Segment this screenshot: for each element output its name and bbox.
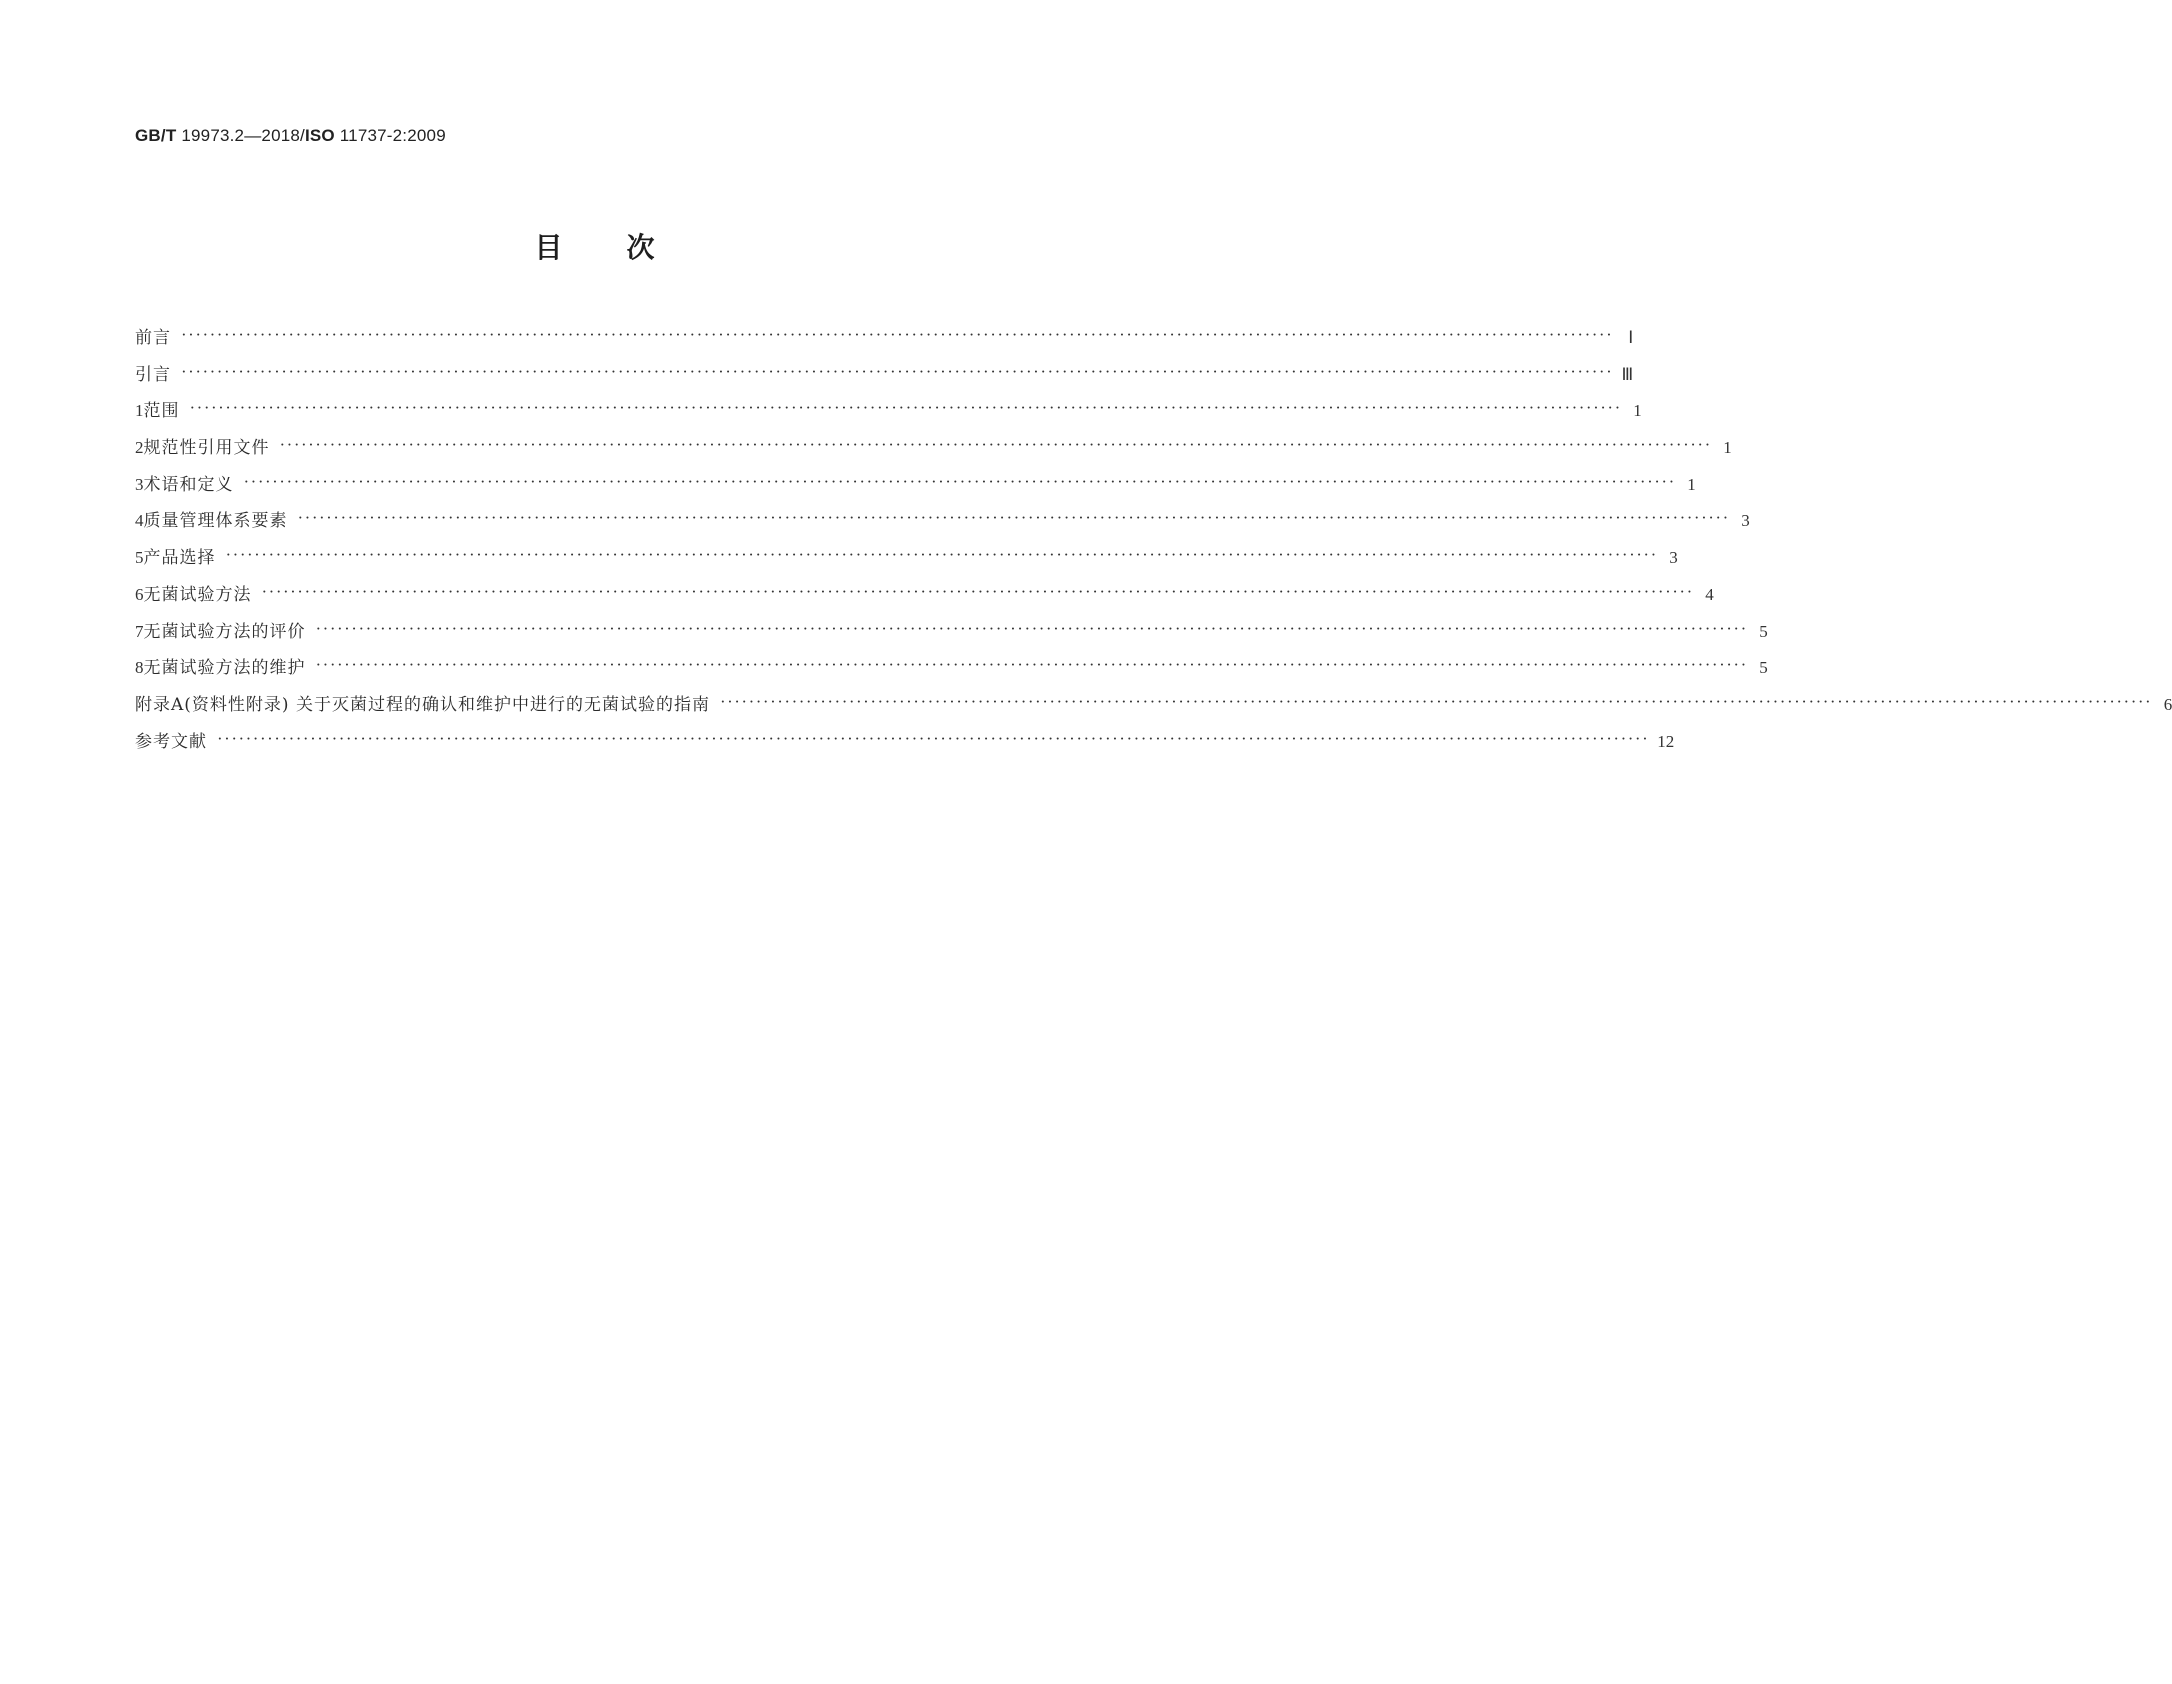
toc-entry-product-selection[interactable] <box>135 543 1678 580</box>
toc-entry-label: 前言 <box>135 328 171 348</box>
toc-entry-page: 4 <box>1705 584 1714 604</box>
toc-entry-qms[interactable] <box>135 506 1750 543</box>
toc-entry-scope[interactable] <box>135 396 1642 433</box>
toc-entry-label: 参考文献 <box>135 731 207 752</box>
toc-entry-number: 3 <box>135 474 144 494</box>
toc-entry-page: 3 <box>1669 548 1678 568</box>
toc-leader-dots: ········································································································································································································ <box>279 435 1712 455</box>
toc-entry-label: 质量管理体系要素 <box>143 511 288 532</box>
toc-entry-number: 5 <box>135 548 144 568</box>
toc-leader-dots: ········································································································································································································ <box>217 728 1650 748</box>
toc-entry-number: 4 <box>135 511 144 531</box>
toc-entry-method-evaluation[interactable] <box>135 617 1768 654</box>
toc-entry-number: 7 <box>135 621 144 641</box>
toc-entry-label: 范围 <box>143 401 180 422</box>
title-char-1: 目 <box>534 231 565 264</box>
toc-entry-number: 6 <box>135 584 144 604</box>
toc-entry-label: 附录A(资料性附录) 关于灭菌过程的确认和维护中进行的无菌试验的指南 <box>135 694 710 715</box>
toc-entry-number: 1 <box>135 401 144 421</box>
toc-entry-page: 6 <box>2163 694 2172 714</box>
toc-entry-page: 5 <box>1759 658 1768 678</box>
toc-leader-dots: ········································································································································································································ <box>719 691 2153 711</box>
toc-leader-dots: ········································································································································································································ <box>243 471 1676 491</box>
page-title <box>0 226 1191 266</box>
toc-entry-page: 1 <box>1723 438 1732 458</box>
toc-entry-label: 无菌试验方法的维护 <box>143 658 306 679</box>
toc-entry-page: 1 <box>1633 401 1642 421</box>
toc-entry-normative-references[interactable] <box>135 433 1732 470</box>
toc-leader-dots: ········································································································································································································ <box>189 398 1622 418</box>
toc-entry-page: Ⅰ <box>1628 328 1634 347</box>
toc-entry-terms[interactable] <box>135 470 1696 507</box>
toc-entry-foreword[interactable] <box>135 323 1634 360</box>
toc-leader-dots: ········································································································································································································ <box>297 508 1730 528</box>
iso-number: 11737-2:2009 <box>339 126 446 145</box>
standard-number: 19973.2—2018/ <box>181 126 305 145</box>
toc-leader-dots: ········································································································································································································ <box>181 361 1614 381</box>
toc-entry-page: 3 <box>1741 511 1750 531</box>
standard-code-header <box>135 126 446 146</box>
toc-entry-label: 无菌试验方法 <box>143 584 252 605</box>
toc-leader-dots: ········································································································································································································ <box>261 581 1694 601</box>
toc-leader-dots: ········································································································································································································ <box>225 545 1658 565</box>
toc-entry-label: 术语和定义 <box>143 474 234 495</box>
toc-entry-page: 1 <box>1687 474 1696 494</box>
toc-entry-label: 规范性引用文件 <box>143 438 270 459</box>
toc-leader-dots: ········································································································································································································ <box>315 655 1748 675</box>
toc-entry-label: 产品选择 <box>143 548 216 569</box>
toc-entry-bibliography[interactable] <box>135 727 1675 764</box>
standard-prefix: GB/T <box>135 126 177 145</box>
toc-leader-dots: ········································································································································································································ <box>315 618 1748 638</box>
toc-entry-page: Ⅲ <box>1621 364 1634 384</box>
toc-entry-method-maintenance[interactable] <box>135 653 1768 690</box>
toc-entry-label: 无菌试验方法的评价 <box>143 621 306 642</box>
toc-entry-number: 2 <box>135 438 144 458</box>
toc-entry-page: 12 <box>1657 731 1675 751</box>
toc-leader-dots: ········································································································································································································ <box>181 325 1614 344</box>
iso-prefix: ISO <box>304 126 335 145</box>
toc-entry-number: 8 <box>135 658 144 678</box>
toc-entry-label: 引言 <box>135 364 171 385</box>
title-char-2: 次 <box>626 231 657 264</box>
toc-entry-annex-a[interactable] <box>135 690 2172 727</box>
toc-entry-introduction[interactable] <box>135 360 1634 397</box>
toc-entry-page: 5 <box>1759 621 1768 641</box>
toc-entry-test-methods[interactable] <box>135 580 1714 617</box>
table-of-contents <box>135 323 2172 763</box>
